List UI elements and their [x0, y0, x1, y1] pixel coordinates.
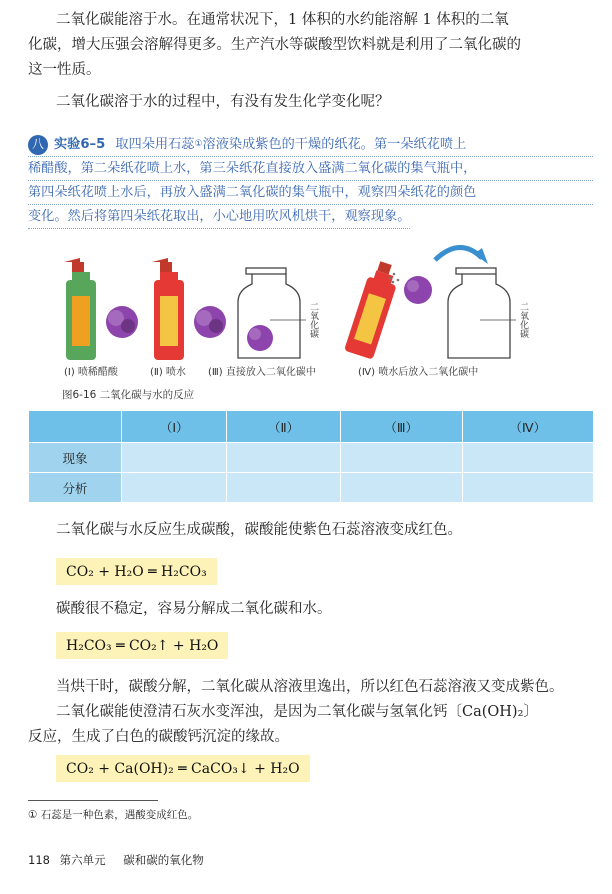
jar-label-1: 二氧化碳: [308, 302, 318, 338]
row-label-phenomenon: 现象: [29, 443, 122, 473]
intro-paragraph-2: 二氧化碳溶于水的过程中，有没有发生化学变化呢？: [56, 94, 390, 110]
footnote-divider: [28, 800, 158, 801]
purple-flower-1-icon: [106, 306, 138, 338]
table-header-col-1: （Ⅰ）: [122, 411, 227, 443]
jar-label-2: 二氧化碳: [518, 302, 528, 338]
body-paragraph-5: 当烘干时，碳酸分解，二氧化碳从溶液里逸出，所以红色石蕊溶液又变成紫色。: [56, 679, 564, 695]
table-cell: [340, 473, 462, 503]
gas-jar-2-icon: [448, 268, 516, 358]
experiment-line-2: 稀醋酸，第二朵纸花喷上水，第三朵纸花直接放入盛满二氧化碳的集气瓶中，: [28, 157, 593, 181]
footnote-marker: ①: [194, 139, 203, 149]
page-number: 118: [28, 853, 50, 867]
experiment-text-1a: 取四朵用石蕊: [115, 137, 195, 152]
page-footer: [28, 852, 204, 868]
purple-flower-2-icon: [194, 306, 226, 338]
chapter-title: 碳和碳的氧化物: [123, 853, 204, 867]
footnote: ① 石蕊是一种色素，遇酸变成红色。: [28, 809, 199, 821]
figure-label-2: (Ⅱ) 喷水: [150, 367, 186, 378]
observation-table: [28, 410, 594, 503]
spray-bottle-water-icon: [152, 258, 184, 360]
spray-bottle-vinegar-icon: [64, 258, 96, 360]
row-label-analysis: 分析: [29, 473, 122, 503]
body-paragraph-3: 二氧化碳与水反应生成碳酸，碳酸能使紫色石蕊溶液变成红色。: [56, 522, 462, 538]
intro-line-2: 化碳，增大压强会溶解得更多。生产汽水等碳酸型饮料就是利用了二氧化碳的: [28, 37, 521, 53]
table-cell: [122, 473, 227, 503]
experiment-block: [28, 133, 593, 229]
table-cell: [340, 443, 462, 473]
body-p6-line-2: 反应，生成了白色的碳酸钙沉淀的缘故。: [28, 729, 289, 745]
table-cell: [122, 443, 227, 473]
equation-2: H₂CO₃ ═ CO₂↑ + H₂O: [56, 632, 228, 659]
table-cell: [462, 473, 593, 503]
experiment-line-3: 第四朵纸花喷上水后，再放入盛满二氧化碳的集气瓶中，观察四朵纸花的颜色: [28, 181, 593, 205]
table-cell: [227, 443, 341, 473]
figure-label-3: (Ⅲ) 直接放入二氧化碳中: [208, 367, 316, 378]
body-p6-line-1: 二氧化碳能使澄清石灰水变浑浊，是因为二氧化碳与氢氧化钙〔Ca(OH)₂〕: [56, 704, 538, 720]
experiment-title: 实验6–5: [54, 137, 106, 152]
figure-label-1: (Ⅰ) 喷稀醋酸: [64, 367, 118, 378]
unit-label: 第六单元: [59, 853, 106, 867]
table-header-col-2: （Ⅱ）: [227, 411, 341, 443]
equation-3: CO₂ + Ca(OH)₂ ═ CaCO₃↓ + H₂O: [56, 755, 310, 782]
experiment-line-1: [28, 133, 593, 157]
intro-line-3: 这一性质。: [28, 62, 101, 78]
figure-label-4: (Ⅳ) 喷水后放入二氧化碳中: [358, 367, 479, 378]
gas-jar-1-icon: [238, 268, 306, 358]
intro-line-1: 二氧化碳能溶于水。在通常状况下，1 体积的水约能溶解 1 体积的二氧: [56, 12, 509, 28]
experiment-line-4: 变化。然后将第四朵纸花取出，小心地用吹风机烘干，观察现象。: [28, 205, 410, 229]
table-header-col-4: （Ⅳ）: [462, 411, 593, 443]
purple-flower-4-icon: [404, 276, 432, 304]
experiment-badge-icon: 八: [28, 135, 48, 155]
table-header-col-3: （Ⅲ）: [340, 411, 462, 443]
table-header-row: [29, 411, 594, 443]
body-paragraph-4: 碳酸很不稳定，容易分解成二氧化碳和水。: [56, 601, 332, 617]
table-cell: [227, 473, 341, 503]
equation-1: CO₂ + H₂O ═ H₂CO₃: [56, 558, 217, 585]
intro-paragraph-1: [28, 8, 588, 83]
table-row: [29, 443, 594, 473]
table-header-blank: [29, 411, 122, 443]
figure-caption: 图6-16 二氧化碳与水的反应: [62, 389, 195, 401]
experiment-figure: [50, 240, 570, 375]
table-cell: [462, 443, 593, 473]
table-row: [29, 473, 594, 503]
experiment-text-1b: 溶液染成紫色的干燥的纸花。第一朵纸花喷上: [202, 137, 467, 152]
body-paragraph-6: [28, 700, 593, 750]
